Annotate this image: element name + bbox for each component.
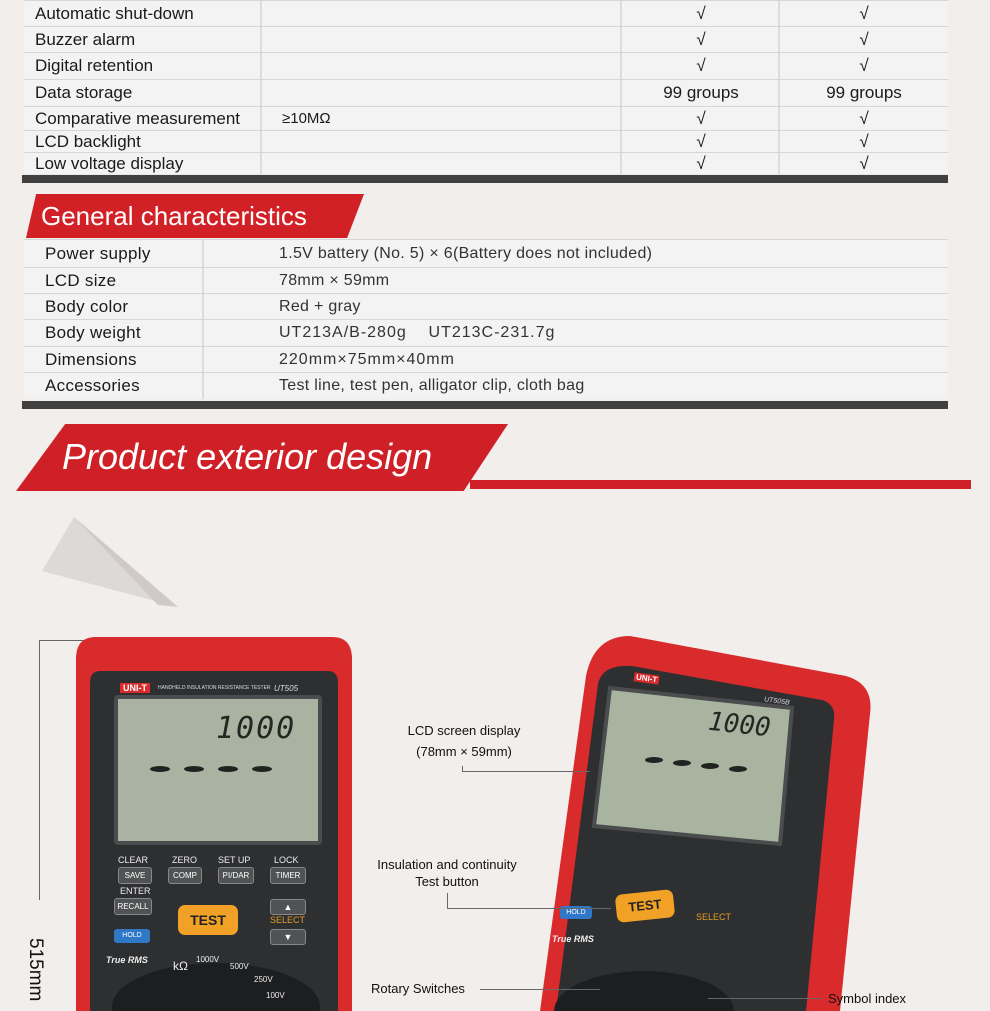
test-button-annotation: [364, 856, 530, 890]
rotary-pointer-line: [480, 989, 600, 990]
features-table: [24, 0, 948, 176]
v250-label: 250V: [254, 975, 273, 984]
select-label: SELECT: [696, 912, 732, 922]
spec-key: Dimensions: [45, 349, 137, 369]
table-row: [24, 239, 948, 267]
table-bottom-bar: [22, 401, 948, 409]
feature-value-b: √: [859, 29, 869, 49]
height-dimension-line: [39, 640, 40, 900]
feature-value-a: √: [696, 3, 706, 23]
decorative-prism: [38, 515, 183, 610]
model-label: UT505B: [763, 696, 791, 707]
test-pointer-line: [447, 893, 448, 909]
brand-logo: UNI-T: [120, 683, 150, 693]
brand-logo: UNI-T: [635, 672, 658, 685]
test-pointer-line: [447, 908, 611, 909]
v1000-label: 1000V: [196, 955, 220, 964]
header-underline: [470, 480, 971, 489]
device-angled: [540, 636, 880, 1011]
symbol-pointer-line: [708, 998, 822, 999]
true-rms-label: True RMS: [106, 955, 148, 965]
model-text: HANDHELD INSULATION RESISTANCE TESTER: [158, 685, 271, 691]
recall-button[interactable]: RECALL: [114, 898, 152, 915]
feature-value-a: √: [696, 56, 706, 75]
spec-key: Accessories: [45, 376, 140, 395]
spec-value: 78mm × 59mm: [279, 271, 390, 289]
table-row: [24, 372, 948, 399]
spec-value: Test line, test pen, alligator clip, cloth bag: [279, 377, 585, 394]
feature-value-b: √: [859, 56, 869, 75]
device-front: [76, 637, 352, 1011]
lcd-annotation-line-2: (78mm × 59mm): [416, 744, 512, 759]
feature-value-a: 99 groups: [663, 83, 739, 102]
table-row: [24, 346, 948, 372]
v100-label: 100V: [266, 991, 285, 1000]
down-arrow-button[interactable]: ▼: [270, 929, 306, 945]
spec-value: 1.5V battery (No. 5) × 6(Battery does not included): [279, 244, 653, 262]
table-row: [24, 0, 948, 26]
general-characteristics-header: [26, 194, 364, 238]
lcd-annotation-line-1: LCD screen display: [407, 723, 521, 738]
table-row: [24, 26, 948, 52]
feature-value-b: √: [859, 108, 869, 128]
feature-name: Digital retention: [35, 56, 154, 75]
general-characteristics-table: [24, 239, 948, 401]
table-row: [24, 106, 948, 130]
test-button[interactable]: TEST: [178, 905, 238, 935]
test-button[interactable]: TEST: [615, 889, 676, 923]
section-title: Product exterior design: [62, 436, 433, 477]
lcd-pointer-line: [462, 771, 590, 772]
true-rms-label: True RMS: [552, 934, 594, 944]
spec-key: LCD size: [45, 270, 117, 290]
pidar-button[interactable]: PI/DAR: [218, 867, 254, 884]
table-bottom-bar: [22, 175, 948, 183]
lcd-annotation: [396, 722, 532, 760]
spec-key: Body color: [45, 296, 129, 316]
table-row: [24, 79, 948, 106]
select-label: SELECT: [270, 915, 306, 925]
spec-value: UT213A/B-280g UT213C-231.7g: [279, 324, 556, 341]
feature-value-a: √: [696, 153, 706, 173]
section-title: General characteristics: [41, 201, 307, 231]
lcd-reading: 1000: [706, 706, 773, 744]
table-row: [24, 152, 948, 174]
table-row: [24, 130, 948, 152]
lcd-reading: 1000: [216, 711, 297, 746]
feature-name: Low voltage display: [35, 153, 184, 173]
spec-value: 220mm×75mm×40mm: [279, 350, 455, 368]
feature-value-b: √: [859, 131, 869, 151]
feature-name: LCD backlight: [35, 131, 141, 151]
timer-button[interactable]: TIMER: [270, 867, 306, 884]
feature-name: Comparative measurement: [35, 108, 241, 128]
feature-value-a: √: [696, 131, 706, 151]
feature-spec: ≥10MΩ: [282, 110, 331, 127]
hold-button[interactable]: HOLD: [114, 929, 150, 943]
symbol-index-annotation: Symbol index: [828, 991, 907, 1006]
test-annotation-line-1: Insulation and continuity: [377, 857, 517, 872]
spec-value: Red + gray: [279, 297, 361, 315]
feature-name: Buzzer alarm: [35, 29, 136, 49]
up-arrow-button[interactable]: ▲: [270, 899, 306, 915]
test-annotation-line-2: Test button: [415, 874, 479, 889]
setup-label: SET UP: [218, 855, 251, 865]
spec-key: Body weight: [45, 323, 141, 342]
spec-key: Power supply: [45, 243, 151, 263]
zero-label: ZERO: [172, 855, 198, 865]
model-label: UT505: [274, 684, 299, 693]
height-label: 515mm: [25, 938, 46, 1002]
enter-label: ENTER: [120, 886, 151, 896]
table-row: [24, 52, 948, 79]
comp-button[interactable]: COMP: [168, 867, 202, 884]
clear-label: CLEAR: [118, 855, 149, 865]
v500-label: 500V: [230, 962, 249, 971]
feature-name: Automatic shut-down: [35, 3, 194, 23]
feature-name: Data storage: [35, 83, 133, 102]
table-row: [24, 293, 948, 319]
save-button[interactable]: SAVE: [118, 867, 152, 884]
rotary-annotation: Rotary Switches: [371, 981, 465, 996]
feature-value-b: √: [859, 153, 869, 173]
feature-value-b: 99 groups: [826, 83, 902, 102]
table-row: [24, 267, 948, 293]
hold-button[interactable]: HOLD: [560, 906, 592, 919]
feature-value-a: √: [696, 108, 706, 128]
table-row: [24, 319, 948, 346]
feature-value-b: √: [859, 3, 869, 23]
feature-value-a: √: [696, 29, 706, 49]
lock-label: LOCK: [274, 855, 299, 865]
kohm-label: kΩ: [173, 959, 188, 973]
product-exterior-header: [16, 424, 508, 491]
